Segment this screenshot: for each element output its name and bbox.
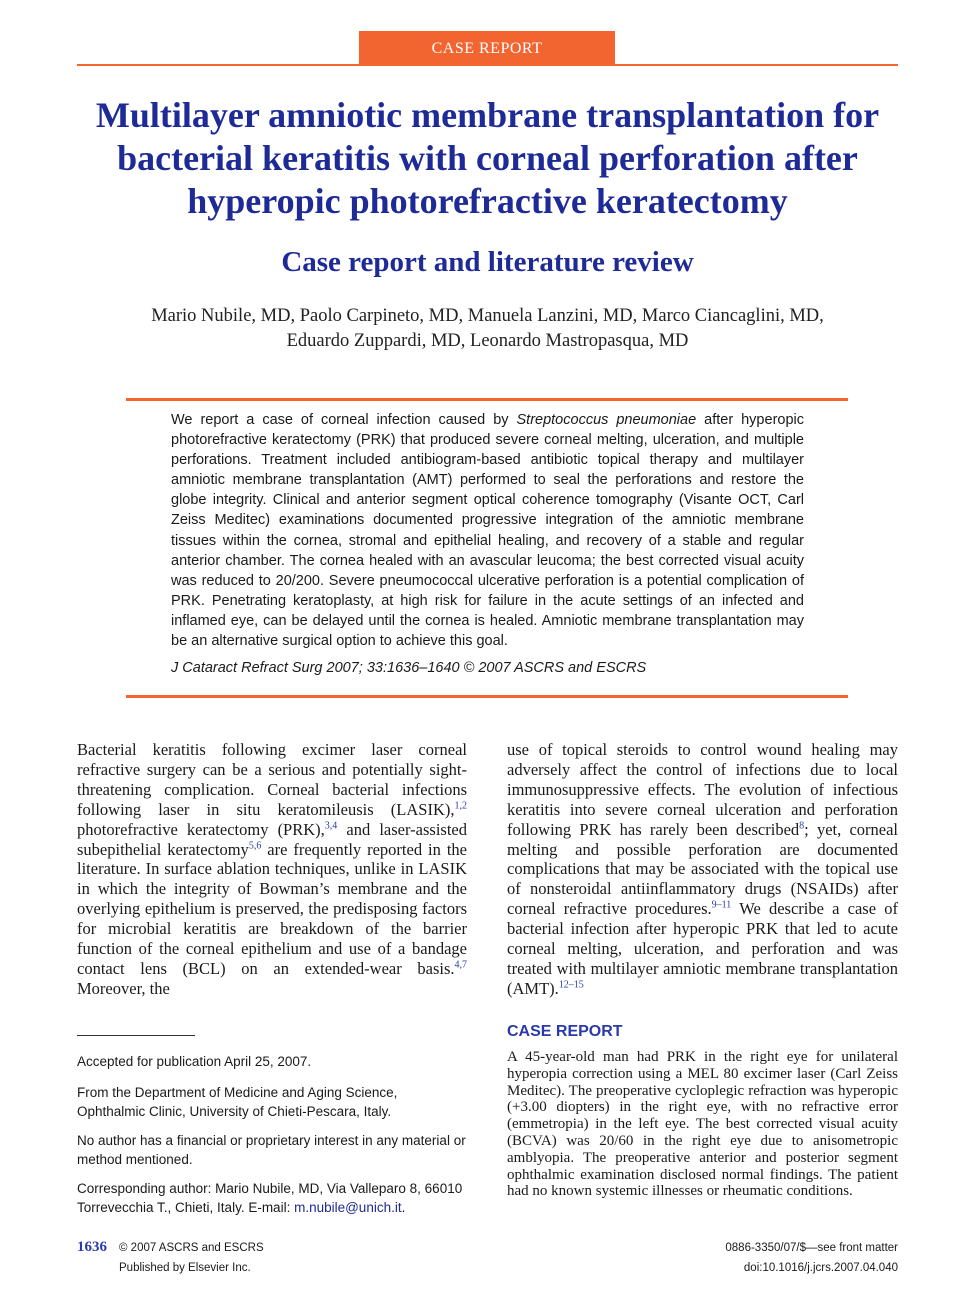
footer-copyright: © 2007 ASCRS and ESCRS [119,1242,264,1254]
reference-link[interactable]: 12–15 [558,979,584,991]
section-tag: CASE REPORT [359,31,615,65]
author-line-2: Eduardo Zuppardi, MD, Leonardo Mastropasqua, MD [286,331,689,351]
journal-citation: J Cataract Refract Surg 2007; 33:1636–1640 © 2007 ASCRS and ESCRS [171,660,647,676]
body-text: are frequently reported in the literature. In surface ablation techniques, unlike in LASIK in which the integrity of Bowman’s membrane and the overlying epithelium is preserved, the predisposing factors for microbial keratitis are breakdown of the barrier function of the corneal epithelium and use of a bandage contact lens (BCL) on an extended-wear basis. [77,839,467,978]
email-link[interactable]: m.nubile@unich.it [294,1199,402,1215]
reference-link[interactable]: 4,7 [454,959,467,971]
abstract-organism: Streptococcus pneumoniae [516,412,697,428]
case-report-text: A 45-year-old man had PRK in the right eye for unilateral hyperopia correction using a MEL 80 excimer laser (Carl Zeiss Meditec). The preoperative cycloplegic refraction was hyperopic (+3.00 diopters) in the right eye, with no refractive error (emmetropia) in the left eye. The best corrected visual acuity (BCVA) was 20/60 in the right eye due to anisometropic amblyopia. The preoperative anterior and posterior segment ophthalmic examination disclosed normal findings. The patient had no known systemic illnesses or rheumatic conditions. [507,1049,898,1200]
article-subtitle: Case report and literature review [281,246,694,278]
footer-doi: doi:10.1016/j.jcrs.2007.04.040 [743,1262,898,1274]
body-column-right [507,740,898,999]
body-text: ; yet, corneal melting and possible perforation are documented complications that may be associated with the topical use of nonsteroidal antiinflammatory drugs (NSAIDs) after corneal refractive procedures. [507,819,898,919]
reference-link[interactable]: 3,4 [324,820,338,832]
author-list [80,304,895,354]
abstract-bottom-rule [126,695,848,698]
abstract [171,410,804,651]
reference-link[interactable]: 8 [799,820,805,832]
footnote-divider [77,1035,195,1036]
abstract-text: We report a case of corneal infection caused by [171,412,517,428]
body-text: use of topical steroids to control wound healing may adversely affect the control of infections due to local immunosuppressive effects. The evolution of infectious keratitis into severe corneal ulceration and perforation following PRK has rarely been described [507,740,898,839]
body-text: photorefractive keratectomy (PRK), [77,819,325,839]
reference-link[interactable]: 9–11 [711,899,732,911]
footer-issn: 0886-3350/07/$—see front matter [725,1242,898,1254]
abstract-top-rule [126,398,848,401]
reference-link[interactable]: 1,2 [454,800,467,812]
footnote-disclosure: No author has a financial or proprietary interest in any material or method mentioned. [77,1133,466,1167]
footer-publisher: Published by Elsevier Inc. [119,1262,251,1274]
footnote-accepted: Accepted for publication April 25, 2007. [77,1054,312,1069]
body-text: and laser-assisted subepithelial keratectomy [77,819,467,859]
reference-link[interactable]: 5,6 [248,840,262,852]
article-title: Multilayer amniotic membrane transplantation for bacterial keratitis with corneal perforation after hyperopic photorefractive keratectomy [95,95,880,221]
body-column-left [77,740,467,999]
top-divider [77,64,898,66]
author-line-1: Mario Nubile, MD, Paolo Carpineto, MD, Manuela Lanzini, MD, Marco Ciancaglini, MD, [151,306,824,326]
section-heading-case-report: CASE REPORT [507,1023,623,1040]
correspondence-end: . [401,1199,406,1215]
footnote-correspondence [77,1180,469,1217]
body-text: We describe a case of bacterial infection after hyperopic PRK that led to acute corneal melting, ulceration, and perforation and was treated with multilayer amniotic membrane transplantation (AMT). [507,899,898,998]
abstract-text: after hyperopic photorefractive keratectomy (PRK) that produced severe corneal melting, ulceration, and multiple perforations. Treatment included antibiogram-based antibiotic topical therapy and multilayer amniotic membrane transplantation (AMT) performed to seal the perforations and restore the globe integrity. Clinical and anterior segment optical coherence tomography (Visante OCT, Carl Zeiss Meditec) examinations documented progressive integration of the amniotic membrane tissues within the cornea, stromal and epithelial healing, and recovery of a stable and regular anterior chamber. The cornea healed with an avascular leucoma; the best corrected visual acuity was reduced to 20/200. Severe pneumococcal ulcerative perforation is a potential complication of PRK. Penetrating keratoplasty, at high risk for failure in the acute settings of an infected and inflamed eye, can be delayed until the cornea is healed. Amniotic membrane transplantation may be an alternative surgical option to achieve this goal. [171,412,804,650]
correspondence-text: Corresponding author: Mario Nubile, MD, Via Valleparo 8, 66010 Torrevecchia T., Chieti, Italy. E-mail: [77,1181,463,1215]
footnote-affiliation: From the Department of Medicine and Aging Science, Ophthalmic Clinic, University of Chieti-Pescara, Italy. [77,1085,398,1119]
page-number: 1636 [77,1239,107,1255]
body-text: Moreover, the [77,978,170,998]
body-text: Bacterial keratitis following excimer laser corneal refractive surgery can be a serious and potentially sight-threatening complication. Corneal bacterial infections following laser in situ keratomileusis (LASIK), [77,740,467,819]
